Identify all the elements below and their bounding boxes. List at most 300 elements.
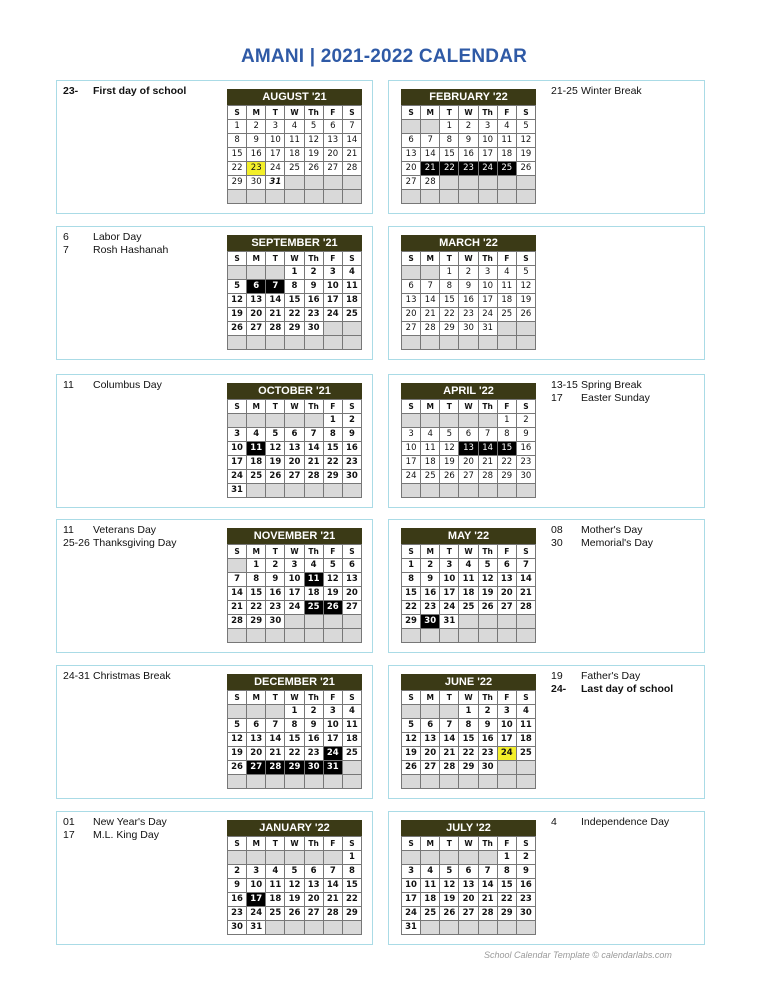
week-row xyxy=(228,719,362,733)
empty-day-cell xyxy=(516,629,535,643)
empty-day-cell xyxy=(516,190,535,204)
day-cell: 14 xyxy=(440,733,459,747)
day-cell: 21 xyxy=(228,601,247,615)
day-cell: 20 xyxy=(342,587,361,601)
day-cell: 25 xyxy=(304,601,323,615)
month-name: OCTOBER '21 xyxy=(227,383,362,399)
day-cell: 3 xyxy=(478,120,497,134)
day-cell: 31 xyxy=(440,615,459,629)
month-calendar xyxy=(227,528,362,643)
event-item xyxy=(63,379,223,392)
week-row xyxy=(228,761,362,775)
day-cell: 19 xyxy=(440,456,459,470)
week-row xyxy=(228,747,362,761)
empty-day-cell xyxy=(421,190,440,204)
day-cell: 8 xyxy=(459,719,478,733)
day-cell: 9 xyxy=(342,428,361,442)
week-row xyxy=(402,442,536,456)
empty-day-cell xyxy=(459,414,478,428)
day-cell: 24 xyxy=(440,601,459,615)
weekday-header: W xyxy=(459,252,478,266)
weekday-header: M xyxy=(247,691,266,705)
day-cell: 15 xyxy=(497,442,516,456)
day-cell: 16 xyxy=(459,294,478,308)
empty-day-cell xyxy=(516,921,535,935)
day-cell: 29 xyxy=(285,761,304,775)
day-cell: 27 xyxy=(459,907,478,921)
day-cell: 8 xyxy=(440,134,459,148)
weekday-header-row xyxy=(402,252,536,266)
event-item xyxy=(63,829,223,842)
day-cell: 17 xyxy=(478,148,497,162)
day-cell: 13 xyxy=(323,134,342,148)
day-cell: 9 xyxy=(304,719,323,733)
week-row xyxy=(228,148,362,162)
day-cell: 21 xyxy=(304,456,323,470)
day-cell: 8 xyxy=(323,428,342,442)
week-row xyxy=(228,266,362,280)
empty-day-cell xyxy=(247,266,266,280)
event-item xyxy=(551,85,701,98)
month-name: SEPTEMBER '21 xyxy=(227,235,362,251)
empty-day-cell xyxy=(342,484,361,498)
empty-day-cell xyxy=(478,484,497,498)
day-cell: 27 xyxy=(247,761,266,775)
day-cell: 25 xyxy=(421,907,440,921)
month-table xyxy=(227,105,362,204)
month-calendar xyxy=(227,383,362,498)
event-date: 23- xyxy=(63,85,79,97)
empty-day-cell xyxy=(459,629,478,643)
day-cell: 7 xyxy=(323,865,342,879)
empty-day-cell xyxy=(285,176,304,190)
day-cell: 27 xyxy=(342,601,361,615)
empty-day-cell xyxy=(342,190,361,204)
week-row xyxy=(402,176,536,190)
week-row xyxy=(402,705,536,719)
day-cell: 8 xyxy=(497,428,516,442)
empty-day-cell xyxy=(228,190,247,204)
day-cell: 4 xyxy=(247,428,266,442)
event-text: Last day of school xyxy=(581,682,674,695)
empty-day-cell xyxy=(440,629,459,643)
day-cell: 25 xyxy=(342,308,361,322)
empty-day-cell xyxy=(266,266,285,280)
left-month-panel xyxy=(56,519,373,653)
day-cell: 18 xyxy=(285,148,304,162)
month-table xyxy=(401,399,536,498)
day-cell: 25 xyxy=(266,907,285,921)
day-cell: 6 xyxy=(459,865,478,879)
day-cell: 14 xyxy=(304,442,323,456)
week-row xyxy=(228,893,362,907)
day-cell: 29 xyxy=(247,615,266,629)
empty-day-cell xyxy=(228,266,247,280)
day-cell: 2 xyxy=(459,120,478,134)
empty-day-cell xyxy=(285,615,304,629)
day-cell: 13 xyxy=(402,148,421,162)
day-cell: 25 xyxy=(247,470,266,484)
month-calendar xyxy=(227,89,362,204)
day-cell: 2 xyxy=(304,266,323,280)
day-cell: 14 xyxy=(266,294,285,308)
day-cell: 5 xyxy=(304,120,323,134)
day-cell: 16 xyxy=(304,294,323,308)
day-cell: 24 xyxy=(478,308,497,322)
day-cell: 8 xyxy=(228,134,247,148)
empty-day-cell xyxy=(421,851,440,865)
day-cell: 10 xyxy=(285,573,304,587)
day-cell: 17 xyxy=(323,294,342,308)
day-cell: 14 xyxy=(323,879,342,893)
day-cell: 21 xyxy=(478,893,497,907)
day-cell: 19 xyxy=(304,148,323,162)
day-cell: 25 xyxy=(342,747,361,761)
right-month-panel xyxy=(388,665,705,799)
day-cell: 22 xyxy=(497,456,516,470)
event-date: 21-25 xyxy=(551,85,578,97)
week-row xyxy=(228,921,362,935)
event-date: 24-31 xyxy=(63,670,90,682)
day-cell: 21 xyxy=(421,162,440,176)
weekday-header: S xyxy=(402,837,421,851)
week-row xyxy=(228,615,362,629)
empty-day-cell xyxy=(304,414,323,428)
day-cell: 31 xyxy=(247,921,266,935)
weekday-header: T xyxy=(440,252,459,266)
day-cell: 24 xyxy=(323,308,342,322)
week-row xyxy=(228,336,362,350)
day-cell: 9 xyxy=(459,134,478,148)
day-cell: 7 xyxy=(421,134,440,148)
day-cell: 25 xyxy=(497,162,516,176)
empty-day-cell xyxy=(516,176,535,190)
day-cell: 11 xyxy=(459,573,478,587)
day-cell: 3 xyxy=(228,428,247,442)
day-cell: 4 xyxy=(421,865,440,879)
day-cell: 6 xyxy=(497,559,516,573)
weekday-header-row xyxy=(228,837,362,851)
empty-day-cell xyxy=(247,336,266,350)
day-cell: 23 xyxy=(247,162,266,176)
empty-day-cell xyxy=(497,322,516,336)
day-cell: 23 xyxy=(478,747,497,761)
weekday-header: T xyxy=(440,691,459,705)
empty-day-cell xyxy=(323,176,342,190)
day-cell: 1 xyxy=(228,120,247,134)
weekday-header: M xyxy=(421,691,440,705)
day-cell: 7 xyxy=(266,719,285,733)
week-row xyxy=(402,280,536,294)
event-list xyxy=(551,379,701,404)
weekday-header: S xyxy=(402,252,421,266)
day-cell: 26 xyxy=(440,907,459,921)
day-cell: 6 xyxy=(304,865,323,879)
day-cell: 28 xyxy=(440,761,459,775)
empty-day-cell xyxy=(247,705,266,719)
empty-day-cell xyxy=(266,414,285,428)
event-text: Labor Day xyxy=(93,231,142,243)
day-cell: 26 xyxy=(402,761,421,775)
empty-day-cell xyxy=(228,559,247,573)
day-cell: 10 xyxy=(440,573,459,587)
event-list xyxy=(551,670,701,695)
empty-day-cell xyxy=(421,336,440,350)
month-name: MAY '22 xyxy=(401,528,536,544)
week-row xyxy=(228,705,362,719)
empty-day-cell xyxy=(459,176,478,190)
day-cell: 25 xyxy=(285,162,304,176)
month-calendar xyxy=(401,383,536,498)
empty-day-cell xyxy=(228,705,247,719)
month-name: AUGUST '21 xyxy=(227,89,362,105)
day-cell: 13 xyxy=(247,294,266,308)
empty-day-cell xyxy=(228,775,247,789)
day-cell: 24 xyxy=(285,601,304,615)
day-cell: 19 xyxy=(228,747,247,761)
day-cell: 1 xyxy=(247,559,266,573)
day-cell: 16 xyxy=(516,442,535,456)
empty-day-cell xyxy=(285,484,304,498)
day-cell: 3 xyxy=(323,266,342,280)
day-cell: 17 xyxy=(266,148,285,162)
day-cell: 31 xyxy=(266,176,285,190)
day-cell: 30 xyxy=(478,761,497,775)
day-cell: 6 xyxy=(323,120,342,134)
day-cell: 20 xyxy=(497,587,516,601)
empty-day-cell xyxy=(459,615,478,629)
day-cell: 26 xyxy=(440,470,459,484)
empty-day-cell xyxy=(459,190,478,204)
weekday-header: M xyxy=(421,837,440,851)
day-cell: 16 xyxy=(304,733,323,747)
month-table xyxy=(401,836,536,935)
day-cell: 5 xyxy=(478,559,497,573)
day-cell: 14 xyxy=(478,442,497,456)
week-row xyxy=(228,162,362,176)
day-cell: 28 xyxy=(421,322,440,336)
empty-day-cell xyxy=(440,336,459,350)
weekday-header: F xyxy=(497,106,516,120)
empty-day-cell xyxy=(421,266,440,280)
day-cell: 23 xyxy=(304,747,323,761)
day-cell: 19 xyxy=(285,893,304,907)
weekday-header: S xyxy=(342,837,361,851)
day-cell: 28 xyxy=(266,322,285,336)
day-cell: 27 xyxy=(247,322,266,336)
day-cell: 10 xyxy=(228,442,247,456)
month-table xyxy=(401,544,536,643)
day-cell: 22 xyxy=(247,601,266,615)
weekday-header: S xyxy=(516,400,535,414)
day-cell: 17 xyxy=(228,456,247,470)
weekday-header: S xyxy=(228,837,247,851)
day-cell: 4 xyxy=(497,120,516,134)
weekday-header: W xyxy=(285,837,304,851)
day-cell: 23 xyxy=(516,893,535,907)
week-row xyxy=(228,470,362,484)
day-cell: 12 xyxy=(440,879,459,893)
week-row xyxy=(228,280,362,294)
event-date: 7 xyxy=(63,243,69,256)
right-month-panel xyxy=(388,374,705,508)
weekday-header: W xyxy=(285,252,304,266)
weekday-header: T xyxy=(440,837,459,851)
day-cell: 18 xyxy=(516,733,535,747)
weekday-header: M xyxy=(421,400,440,414)
week-row xyxy=(228,322,362,336)
empty-day-cell xyxy=(421,629,440,643)
day-cell: 7 xyxy=(421,280,440,294)
day-cell: 29 xyxy=(228,176,247,190)
weekday-header: W xyxy=(459,837,478,851)
day-cell: 1 xyxy=(497,414,516,428)
empty-day-cell xyxy=(478,414,497,428)
weekday-header: M xyxy=(247,106,266,120)
week-row xyxy=(228,587,362,601)
day-cell: 13 xyxy=(497,573,516,587)
empty-day-cell xyxy=(516,761,535,775)
weekday-header: W xyxy=(459,691,478,705)
weekday-header: Th xyxy=(304,400,323,414)
day-cell: 29 xyxy=(497,470,516,484)
day-cell: 12 xyxy=(402,733,421,747)
week-row xyxy=(228,308,362,322)
weekday-header: T xyxy=(266,545,285,559)
day-cell: 18 xyxy=(497,148,516,162)
month-table xyxy=(227,836,362,935)
empty-day-cell xyxy=(421,120,440,134)
day-cell: 3 xyxy=(247,865,266,879)
day-cell: 8 xyxy=(247,573,266,587)
week-row xyxy=(402,629,536,643)
day-cell: 9 xyxy=(266,573,285,587)
month-table xyxy=(227,544,362,643)
day-cell: 1 xyxy=(323,414,342,428)
empty-day-cell xyxy=(402,266,421,280)
weekday-header: M xyxy=(247,252,266,266)
day-cell: 11 xyxy=(285,134,304,148)
day-cell: 19 xyxy=(323,587,342,601)
empty-day-cell xyxy=(478,176,497,190)
weekday-header: F xyxy=(497,545,516,559)
weekday-header: W xyxy=(285,400,304,414)
day-cell: 11 xyxy=(342,280,361,294)
day-cell: 29 xyxy=(323,470,342,484)
week-row xyxy=(402,615,536,629)
empty-day-cell xyxy=(304,190,323,204)
empty-day-cell xyxy=(516,322,535,336)
empty-day-cell xyxy=(497,775,516,789)
day-cell: 4 xyxy=(266,865,285,879)
day-cell: 21 xyxy=(440,747,459,761)
event-list xyxy=(551,816,701,829)
event-text: Thanksgiving Day xyxy=(93,536,177,549)
day-cell: 20 xyxy=(421,747,440,761)
weekday-header: Th xyxy=(304,837,323,851)
week-row xyxy=(402,559,536,573)
month-name: FEBRUARY '22 xyxy=(401,89,536,105)
weekday-header: Th xyxy=(304,106,323,120)
event-date: 19 xyxy=(551,670,563,682)
day-cell: 15 xyxy=(440,148,459,162)
day-cell: 3 xyxy=(478,266,497,280)
month-table xyxy=(401,251,536,350)
event-date: 30 xyxy=(551,536,563,549)
week-row xyxy=(402,573,536,587)
day-cell: 16 xyxy=(459,148,478,162)
day-cell: 16 xyxy=(247,148,266,162)
weekday-header: S xyxy=(342,545,361,559)
empty-day-cell xyxy=(285,851,304,865)
day-cell: 19 xyxy=(478,587,497,601)
right-month-panel xyxy=(388,519,705,653)
weekday-header-row xyxy=(228,545,362,559)
week-row xyxy=(402,470,536,484)
event-text: New Year's Day xyxy=(93,816,167,828)
day-cell: 2 xyxy=(247,120,266,134)
day-cell: 30 xyxy=(342,470,361,484)
right-month-panel xyxy=(388,226,705,360)
day-cell: 30 xyxy=(516,470,535,484)
day-cell: 6 xyxy=(285,428,304,442)
day-cell: 7 xyxy=(266,280,285,294)
weekday-header: S xyxy=(228,545,247,559)
day-cell: 9 xyxy=(247,134,266,148)
day-cell: 19 xyxy=(516,294,535,308)
day-cell: 12 xyxy=(304,134,323,148)
day-cell: 27 xyxy=(421,761,440,775)
day-cell: 15 xyxy=(323,442,342,456)
week-row xyxy=(402,587,536,601)
empty-day-cell xyxy=(247,414,266,428)
day-cell: 30 xyxy=(421,615,440,629)
week-row xyxy=(402,747,536,761)
day-cell: 5 xyxy=(323,559,342,573)
right-month-panel xyxy=(388,80,705,214)
day-cell: 27 xyxy=(459,470,478,484)
day-cell: 24 xyxy=(402,907,421,921)
weekday-header: S xyxy=(402,691,421,705)
day-cell: 22 xyxy=(323,456,342,470)
day-cell: 26 xyxy=(516,308,535,322)
day-cell: 9 xyxy=(304,280,323,294)
day-cell: 7 xyxy=(304,428,323,442)
day-cell: 12 xyxy=(478,573,497,587)
day-cell: 12 xyxy=(323,573,342,587)
day-cell: 18 xyxy=(421,893,440,907)
empty-day-cell xyxy=(266,851,285,865)
day-cell: 28 xyxy=(304,470,323,484)
event-date: 08 xyxy=(551,524,563,536)
week-row xyxy=(402,879,536,893)
empty-day-cell xyxy=(421,775,440,789)
event-text: Columbus Day xyxy=(93,379,162,391)
day-cell: 11 xyxy=(497,280,516,294)
day-cell: 23 xyxy=(516,456,535,470)
event-text: M.L. King Day xyxy=(93,828,159,841)
event-item xyxy=(63,816,223,829)
day-cell: 30 xyxy=(228,921,247,935)
day-cell: 22 xyxy=(228,162,247,176)
day-cell: 2 xyxy=(421,559,440,573)
month-name: JANUARY '22 xyxy=(227,820,362,836)
empty-day-cell xyxy=(497,176,516,190)
empty-day-cell xyxy=(497,615,516,629)
day-cell: 5 xyxy=(228,280,247,294)
day-cell: 17 xyxy=(402,456,421,470)
day-cell: 13 xyxy=(342,573,361,587)
